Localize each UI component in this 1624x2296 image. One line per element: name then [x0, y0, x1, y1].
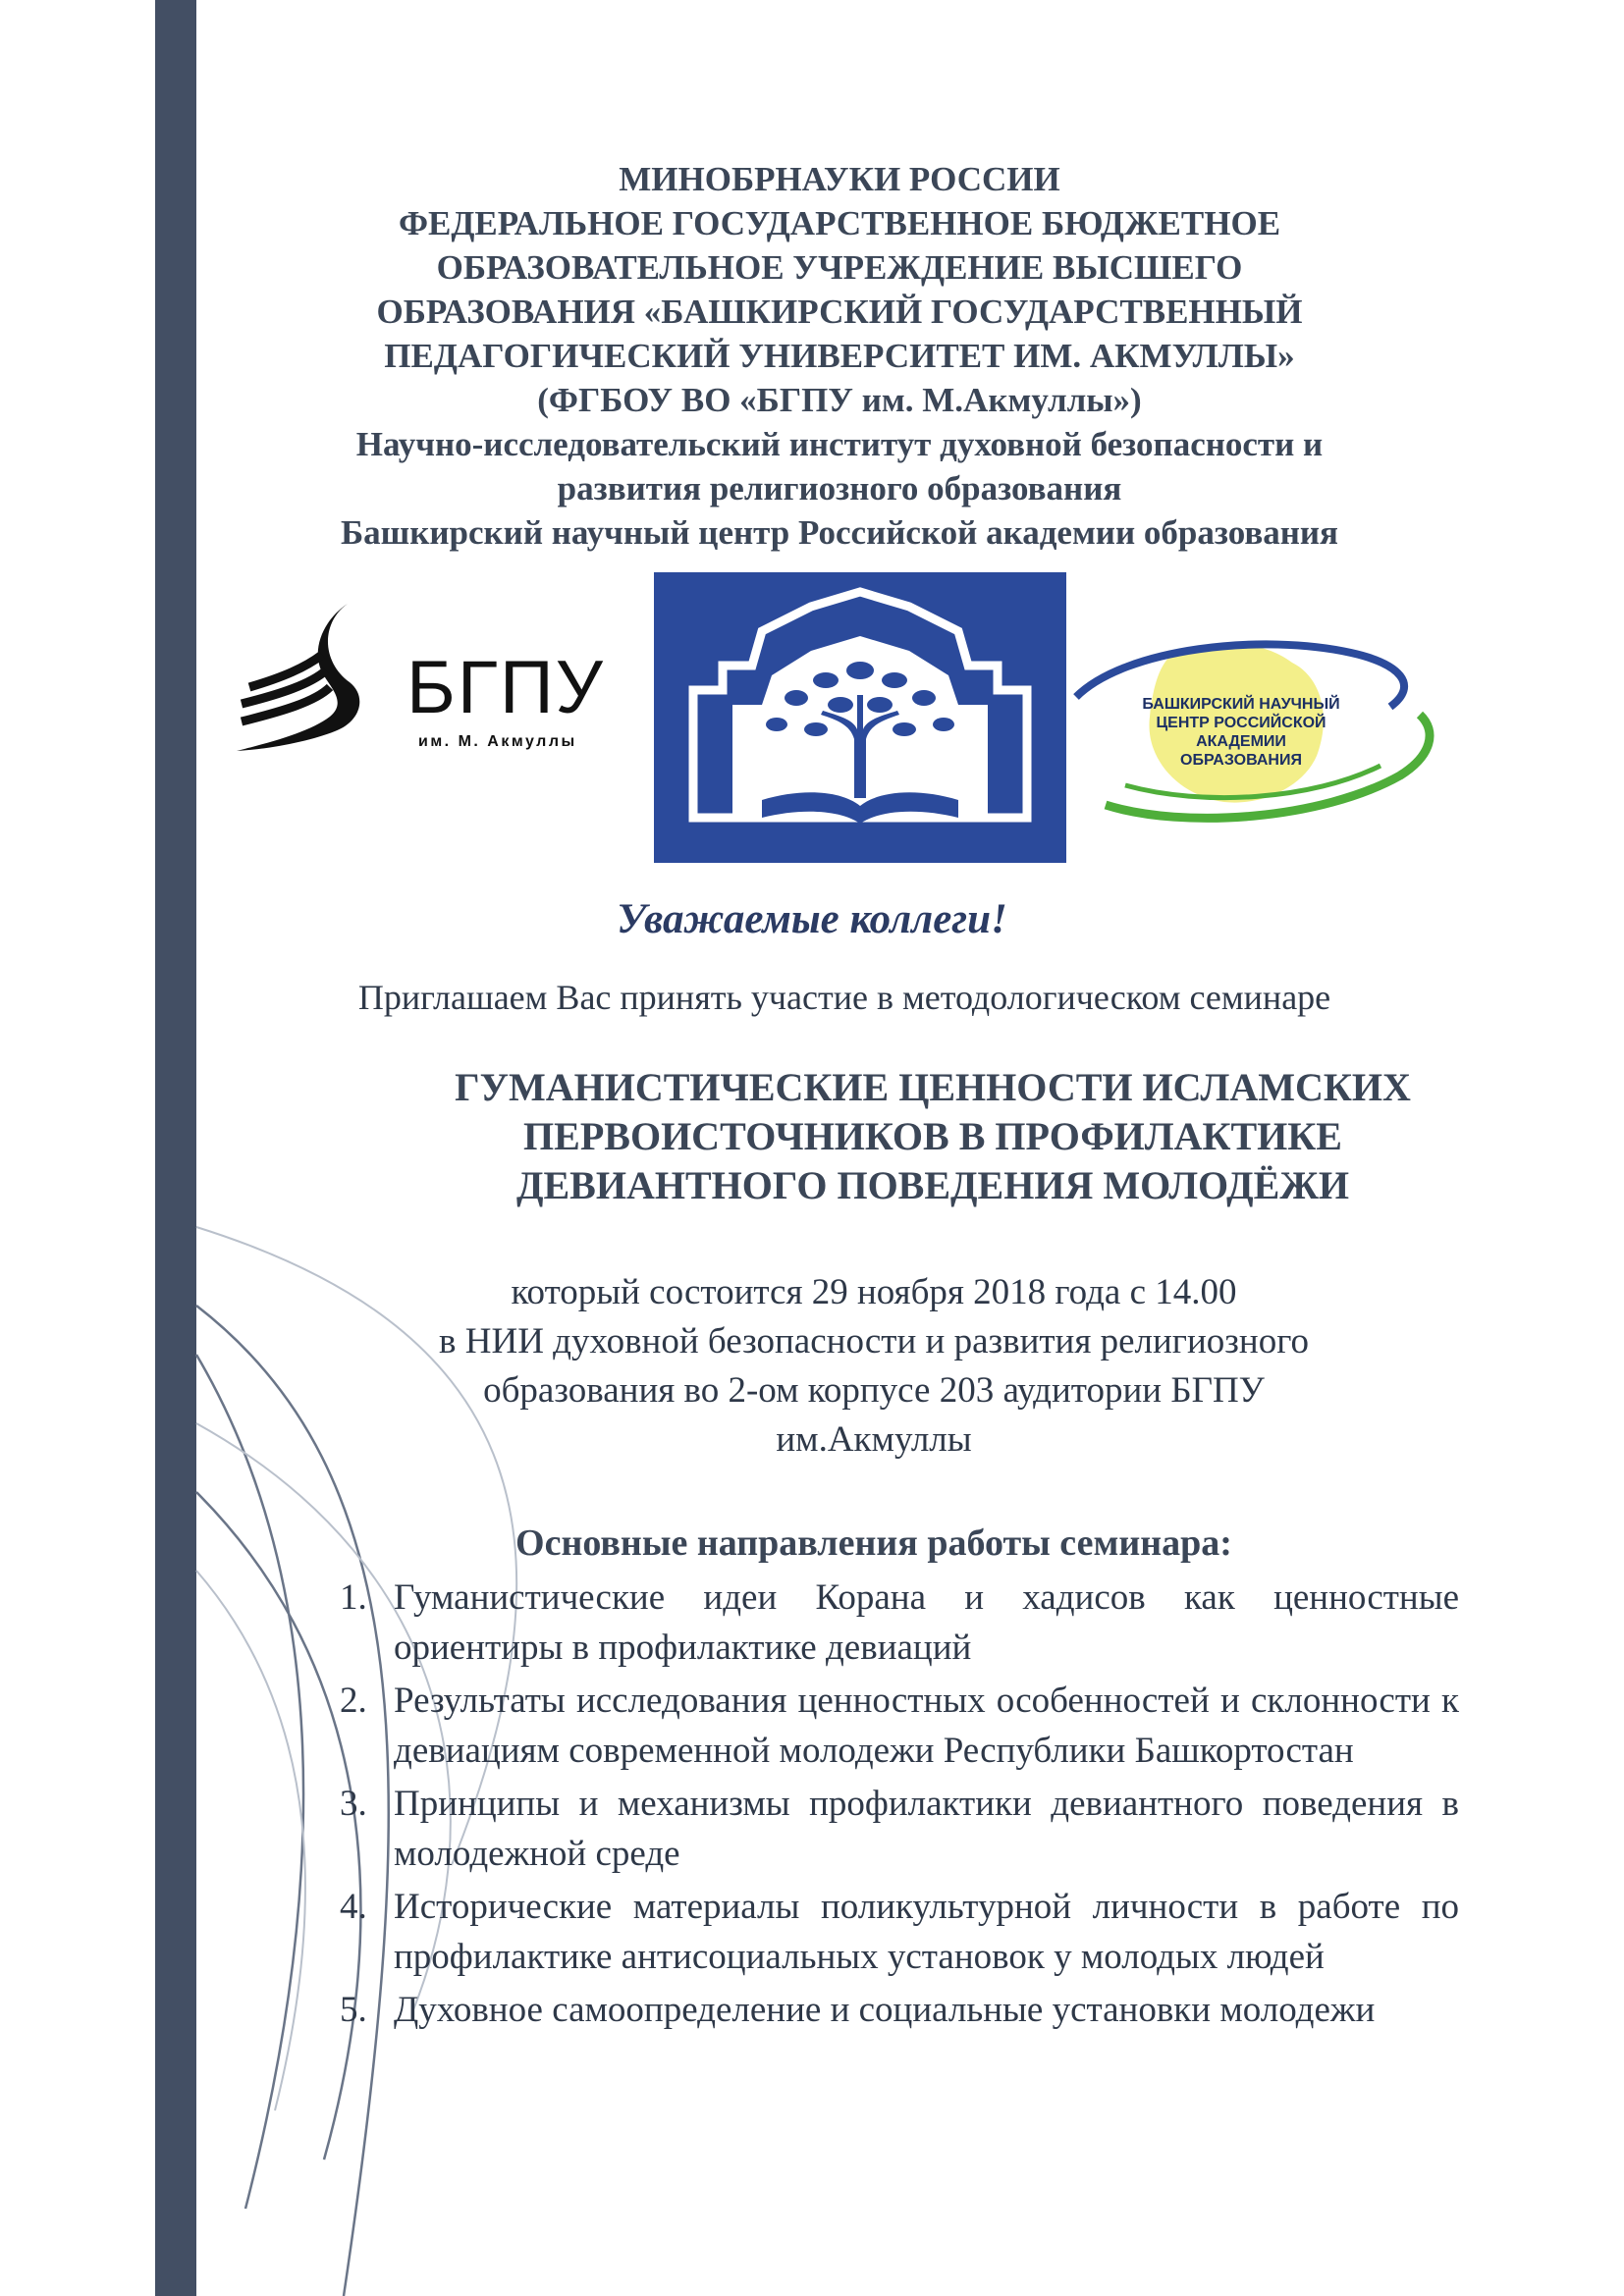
topic-text: Гуманистические идеи Корана и хадисов как ценностные ориентиры в профилактике девиаций — [394, 1577, 1459, 1668]
bgpu-logo-subtitle: им. М. Акмуллы — [418, 733, 577, 750]
event-details-line: им.Акмуллы — [776, 1419, 972, 1460]
topic-item — [340, 1780, 1459, 1879]
seminar-title-line: ПЕРВОИСТОЧНИКОВ В ПРОФИЛАКТИКЕ — [523, 1114, 1342, 1158]
bgpu-logo-word: БГПУ — [406, 646, 605, 729]
event-details-line: образования во 2-ом корпусе 203 аудитории БГПУ — [483, 1370, 1265, 1411]
ban-logo-line: БАШКИРСКИЙ НАУЧНЫЙ — [1142, 696, 1340, 713]
topic-text: Духовное самоопределение и социальные установки молодежи — [394, 1990, 1376, 2030]
event-details-line: в НИИ духовной безопасности и развития религиозного — [439, 1321, 1309, 1362]
header-line: (ФГБОУ ВО «БГПУ им. М.Акмуллы») — [537, 381, 1142, 419]
ban-logo-line: ОБРАЗОВАНИЯ — [1180, 752, 1302, 769]
topic-text: Результаты исследования ценностных особенностей и склонности к девиациям современной молодежи Республики Башкортостан — [394, 1681, 1459, 1771]
topic-number: 3. — [340, 1784, 367, 1824]
greeting-heading: Уважаемые коллеги! — [617, 896, 1007, 942]
topic-text: Исторические материалы поликультурной личности в работе по профилактике антисоциальных установок у молодых людей — [394, 1887, 1459, 1977]
header-line: ПЕДАГОГИЧЕСКИЙ УНИВЕРСИТЕТ ИМ. АКМУЛЛЫ» — [384, 337, 1295, 375]
header-line: Башкирский научный центр Российской академии образования — [341, 513, 1338, 552]
topic-number: 1. — [340, 1577, 367, 1618]
bgpu-swoosh-logo-icon — [232, 594, 408, 766]
event-details — [295, 1268, 1453, 1465]
header-line: МИНОБРНАУКИ РОССИИ — [619, 160, 1060, 198]
topic-item — [340, 1677, 1459, 1776]
header-line: ОБРАЗОВАНИЯ «БАШКИРСКИЙ ГОСУДАРСТВЕННЫЙ — [376, 293, 1303, 331]
event-details-line: который состоится 29 ноября 2018 года с 14.00 — [511, 1272, 1237, 1312]
topic-text: Принципы и механизмы профилактики девиантного поведения в молодежной среде — [394, 1784, 1459, 1874]
institute-logo — [654, 572, 1066, 863]
invitation-text: Приглашаем Вас принять участие в методологическом семинаре — [357, 978, 1331, 1017]
topic-number: 2. — [340, 1681, 367, 1721]
tree-book-arch-emblem-icon — [654, 572, 1066, 863]
topics-list — [340, 1574, 1459, 2040]
header-line: ФЕДЕРАЛЬНОЕ ГОСУДАРСТВЕННОЕ БЮДЖЕТНОЕ — [398, 204, 1281, 242]
ban-logo-text — [1123, 695, 1359, 770]
header-line: Научно-исследовательский институт духовной безопасности и — [355, 425, 1324, 463]
header-block — [255, 157, 1424, 555]
seminar-title-line: ГУМАНИСТИЧЕСКИЕ ЦЕННОСТИ ИСЛАМСКИХ — [455, 1065, 1411, 1109]
topic-number: 4. — [340, 1887, 367, 1927]
ban-logo-line: ЦЕНТР РОССИЙСКОЙ — [1156, 715, 1326, 731]
topics-heading: Основные направления работы семинара: — [515, 1522, 1232, 1564]
topic-item — [340, 1574, 1459, 1673]
bgpu-logo — [232, 594, 615, 766]
ban-logo-line: АКАДЕМИИ — [1196, 733, 1286, 750]
topic-item — [340, 1986, 1459, 2036]
header-line: ОБРАЗОВАТЕЛЬНОЕ УЧРЕЖДЕНИЕ ВЫСШЕГО — [436, 248, 1243, 287]
header-line: развития религиозного образования — [557, 469, 1122, 507]
topic-number: 5. — [340, 1990, 367, 2030]
ban-logo — [1066, 628, 1439, 825]
page-sidebar-bar — [155, 0, 196, 2296]
seminar-title-line: ДЕВИАНТНОГО ПОВЕДЕНИЯ МОЛОДЁЖИ — [515, 1163, 1350, 1207]
seminar-title — [353, 1063, 1512, 1210]
topic-item — [340, 1883, 1459, 1982]
